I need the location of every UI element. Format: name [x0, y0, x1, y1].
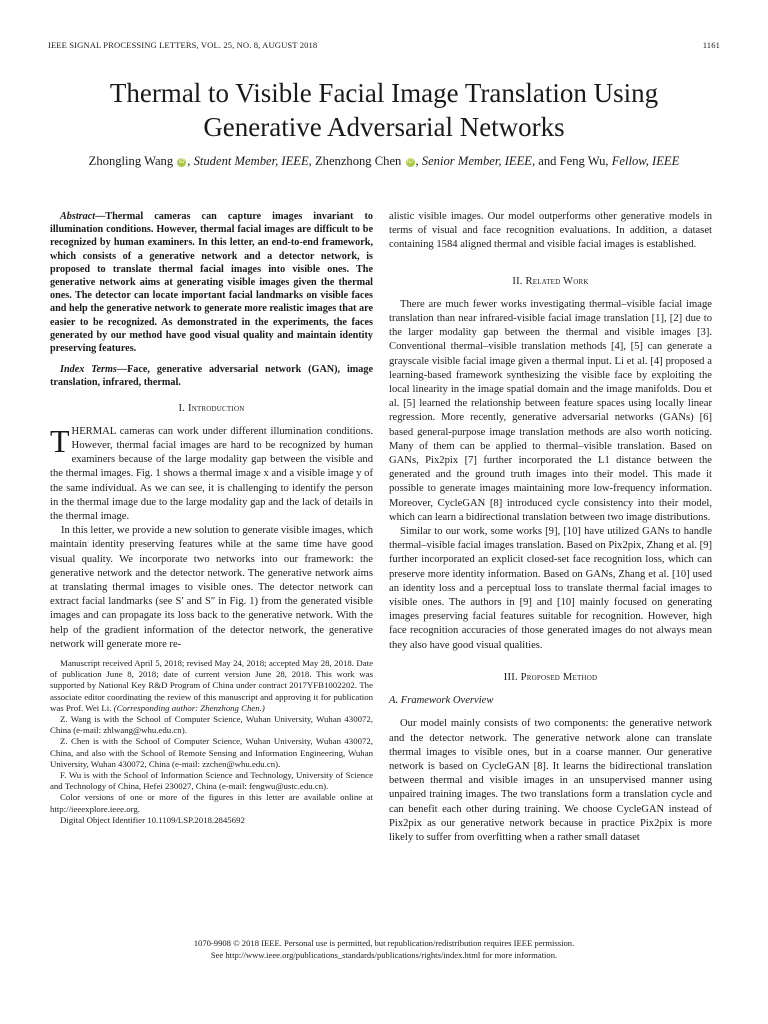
abstract-text: Thermal cameras can capture images invariant to illumination conditions. However, thermal facial images are difficult to be recognized by human examiners. In this letter, an end-to-end framework, which consists of a generative network and a detector network, is proposed to translate thermal facial images into visible ones. The generative network aims at generating visible images given the thermal ones. The detector can locate important facial landmarks on visible faces and help the generative network to generate more realistic images that are easier to be recognized. As demonstrated in the experiments, the faces generated by our method have good visual quality and maintain identity preserving features.: [50, 211, 373, 355]
footnote-manuscript-text: Manuscript received April 5, 2018; revised May 24, 2018; accepted May 28, 2018. Date of publication June 8, 2018; date of current version June 28, 2018. This work was supported by National Key R&D Program of China under contract 2017YFB1002202. The associate editor coordinating the review of this manuscript and approving it for publication was Prof. Wei Li.: [50, 658, 373, 713]
subsection-heading-framework: A. Framework Overview: [389, 695, 494, 707]
section-title: Proposed Method: [520, 671, 598, 683]
author-1-name: Zhongling Wang: [88, 154, 174, 168]
orcid-icon[interactable]: iD: [178, 159, 185, 165]
author-3-name: and Feng Wu: [538, 154, 606, 168]
framework-paragraph-1: Our model mainly consists of two components: the generative network and the detector network. The generative network alone can translate thermal images to visible ones, but in a coarse manner. Our generative network is based on CycleGAN [8]. It learns the bidirectional translation between thermal and visible images in an unsupervised manner using unpaired training images. The two translations form a translation cycle and can benefit each other during training. We choose CycleGAN instead of Pix2pix as our generative network because in practice Pix2pix is more likely to suffer from overfitting when a rather small dataset: [389, 718, 712, 843]
author-3-role: Fellow, IEEE: [611, 154, 680, 168]
author-list: Zhongling Wang iD , Student Member, IEEE, Zhenzhong Chen iD , Senior Member, IEEE, and Feng Wu, Fellow, IEEE: [88, 154, 680, 168]
section-heading-introduction: [50, 402, 373, 416]
abstract-continuation: alistic visible images. Our model outperforms other generative models in terms of visual and face recognition evaluations. In addition, a dataset containing 1584 aligned thermal and visible facial images is established.: [389, 211, 712, 251]
author-2-role: Senior Member, IEEE: [421, 154, 532, 168]
index-terms-label: Index Terms: [60, 364, 117, 376]
left-column: [50, 210, 373, 652]
copyright-line: 1070-9908 © 2018 IEEE. Personal use is permitted, but republication/redistribution requires IEEE permission.: [193, 938, 575, 948]
section-title: Related Work: [525, 275, 589, 287]
intro-paragraph-2: In this letter, we provide a new solution to generate visible images, which maintain identity preserving features while at the same time have good visual quality. We incorporate two networks into our framework: the generative network and the detector network. The generative network aims at translating thermal images to visible ones. The detector network can extract facial landmarks (see S′ and S″ in Fig. 1) from the generated visible images and can propagate its loss back to the generative network. With the help of the gradient information of the detector network, the generative network will generate more re-: [50, 525, 374, 650]
author-2-name: Zhenzhong Chen: [314, 154, 402, 168]
related-paragraph-2: Similar to our work, some works [9], [10] have utilized GANs to handle thermal–visible facial images translation. Based on Pix2pix, Zhang et al. [9] further incorporated an explicit closed-set face recognition loss, which can preserve more identity information. Based on GANs, Zhang et al. [10] used an identity loss and a perceptual loss to translate thermal facial images to visible ones. The authors in [9] and [10] mainly focused on generating images preserving facial features suitable for recognition. However, high face recognition accuracies of those generated images do not always mean they also have good visual qualities.: [389, 526, 712, 651]
index-terms: [50, 363, 373, 389]
related-paragraph-1: There are much fewer works investigating thermal–visible facial image translation than near infrared-visible facial image translation [1], [2] due to the larger modality gap between the thermal and visible images [3]. Conventional thermal–visible translation methods [4], [5] can generate a grayscale visible facial image given a thermal input. Li et al. [4] proposed a learning-based framework synthesizing the visible face by exploiting the local linearity in the image spatial domain and the image manifolds. Dou et al. [5] learned the relationship between feature spaces using locally linear regression. More recently, generative adversarial networks (GANs) [6] based general-purpose image translation methods are also worth noticing. Many of them can be applied to thermal–visible translation. Based on GANs, Pix2pix [7] further incorporated the L1 distance between the generated and the ground truth images into their model. This made it possible to generate images maintaining more low-frequency information. Moreover, CycleGAN [8] introduced cycle consistency into their model, which can learn a bidirectional translation between two image distributions.: [389, 298, 712, 523]
copyright-footer: [40, 938, 728, 961]
footnote-manuscript: [50, 658, 373, 714]
footnote-author-1: Z. Wang is with the School of Computer Science, Wuhan University, Wuhan 430072, China (e-mail: zhlwang@whu.edu.cn).: [50, 714, 373, 736]
drop-cap: T: [50, 422, 70, 459]
section-heading-related-work: [389, 275, 712, 289]
footnote-color-versions: Color versions of one or more of the figures in this letter are available online at http://ieeexplore.ieee.org.: [50, 792, 373, 814]
index-terms-dash: —: [116, 364, 128, 376]
title-line-1: Thermal to Visible Facial Image Translation Using: [109, 78, 659, 108]
footnote-author-2: Z. Chen is with the School of Computer Science, Wuhan University, Wuhan 430072, China, and also with the School of Remote Sensing and Information Engineering, Wuhan University, Wuhan 430072, China (e-mail: zzchen@whu.edu.cn).: [50, 736, 373, 769]
title-line-2: Generative Adversarial Networks: [203, 112, 565, 142]
section-title: Introduction: [187, 402, 245, 414]
footnotes: [50, 658, 373, 826]
orcid-icon[interactable]: iD: [407, 159, 413, 165]
page-number: 1161: [702, 40, 720, 50]
abstract: [50, 210, 373, 355]
section-heading-proposed-method: [389, 671, 712, 685]
intro-p1-text: HERMAL cameras can work under different illumination conditions. However, thermal facial images are hard to be recognized by human examiners because of the large modality gap between the visible and the thermal images. Fig. 1 shows a thermal image x and a visible image y of the same individual. As we can see, it is challenging to identify the person in the thermal image due to the large modality gap and the lack of details in the thermal image.: [50, 425, 373, 523]
paper-title: [40, 76, 728, 144]
section-number: I.: [178, 402, 188, 414]
index-terms-text: Face, generative adversarial network (GAN), image translation, infrared, thermal.: [50, 364, 373, 389]
footnote-author-3: F. Wu is with the School of Information Science and Technology, University of Science and Technology of China, Hefei 230027, China (e-mail: fengwu@ustc.edu.cn).: [50, 770, 373, 792]
author-1-role: Student Member, IEEE: [193, 154, 309, 168]
journal-info: IEEE SIGNAL PROCESSING LETTERS, VOL. 25, NO. 8, AUGUST 2018: [48, 40, 318, 50]
section-number: III.: [503, 671, 521, 683]
rights-link-line: See http://www.ieee.org/publications_standards/publications/rights/index.html for more information.: [210, 949, 558, 960]
abstract-label: Abstract: [60, 211, 96, 222]
footnote-doi: Digital Object Identifier 10.1109/LSP.2018.2845692: [60, 814, 245, 825]
corresponding-author: (Corresponding author: Zhenzhong Chen.): [113, 702, 265, 713]
right-column: [389, 210, 712, 845]
running-head: [48, 40, 720, 54]
section-number: II.: [512, 275, 526, 287]
intro-paragraph-1: [50, 422, 373, 524]
abstract-dash: —: [95, 211, 106, 222]
